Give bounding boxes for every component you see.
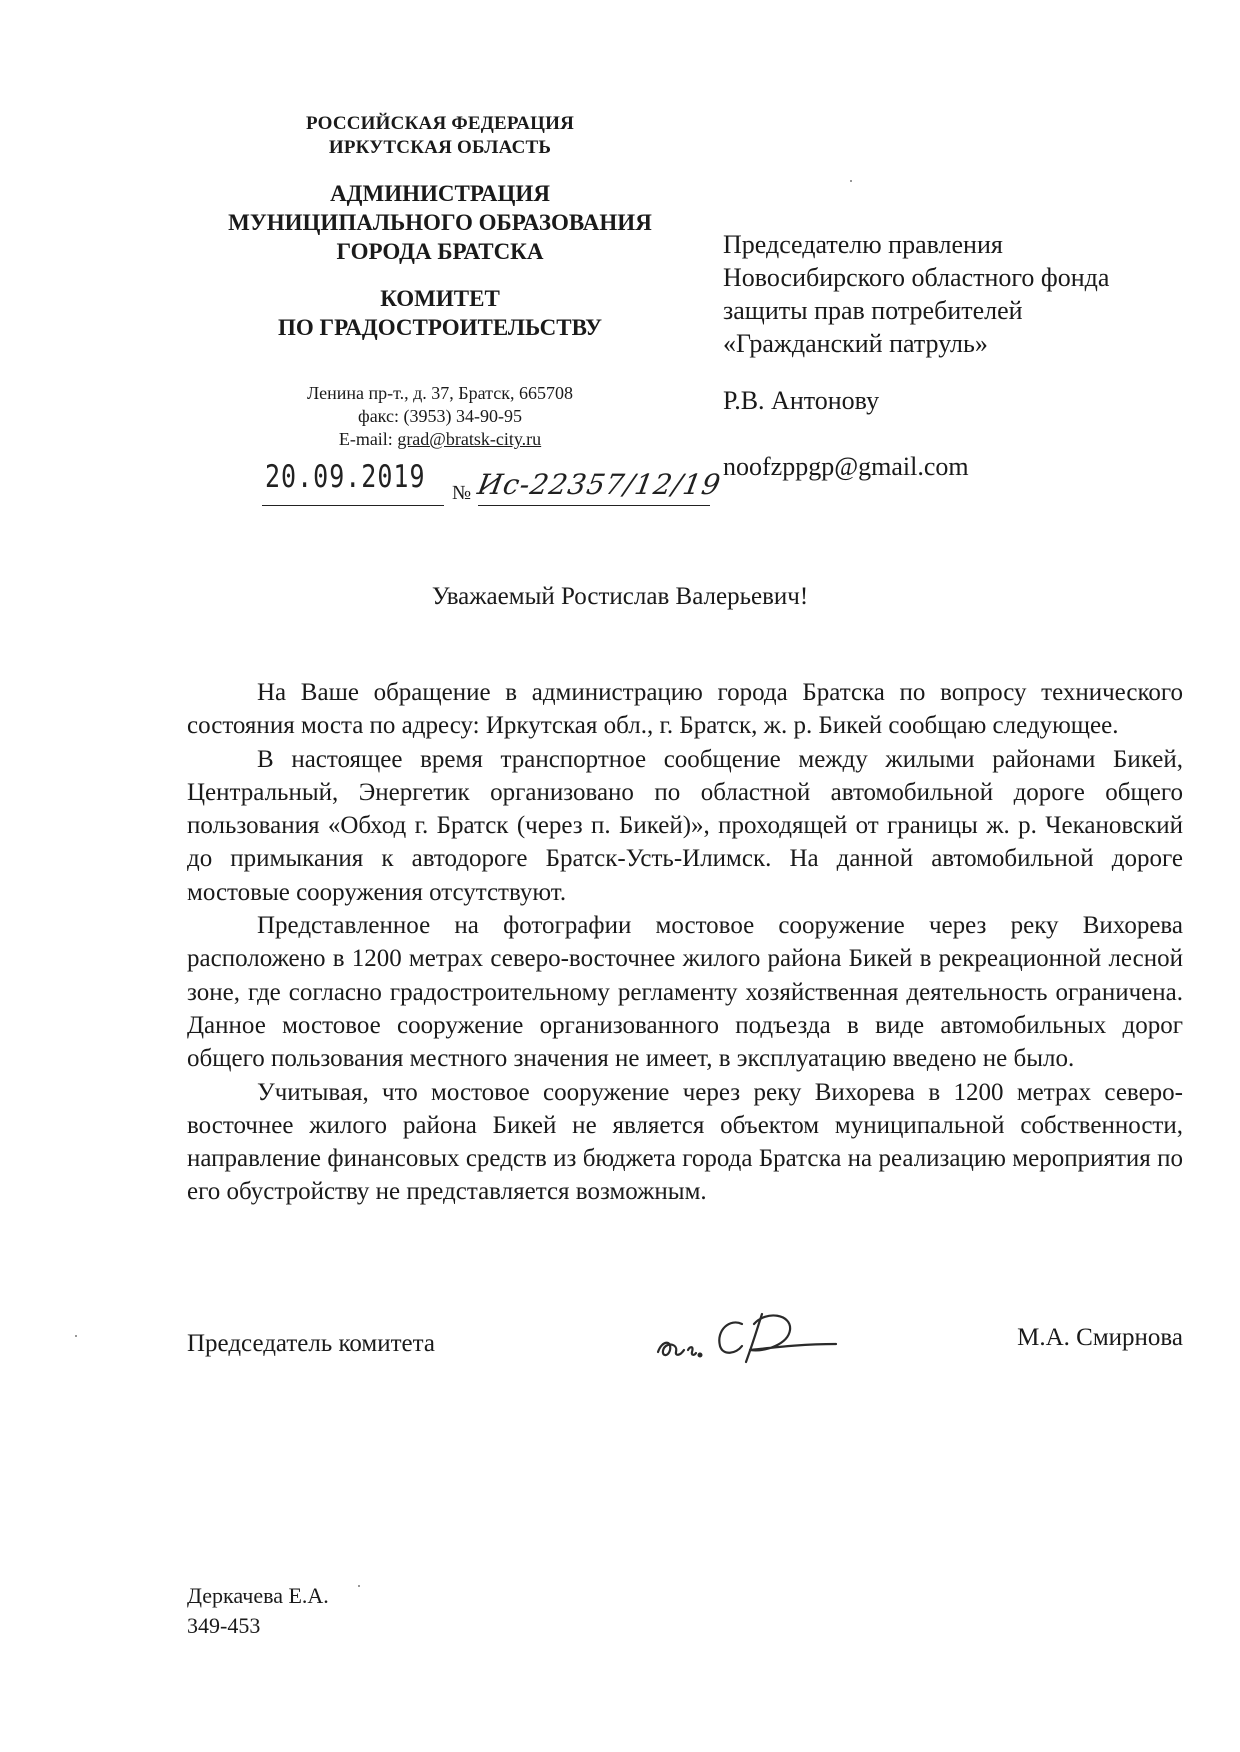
letterhead-country: РОССИЙСКАЯ ФЕДЕРАЦИЯ bbox=[305, 113, 575, 134]
addressee-name: Р.В. Антонову bbox=[723, 386, 880, 415]
letterhead-email-link[interactable]: grad@bratsk-city.ru bbox=[397, 429, 542, 449]
letterhead-committee-line: ПО ГРАДОСТРОИТЕЛЬСТВУ bbox=[278, 315, 602, 340]
addressee-line: Новосибирского областного фонда bbox=[723, 263, 1110, 292]
handwritten-signature bbox=[650, 1300, 850, 1370]
scan-speck bbox=[850, 180, 852, 182]
letterhead-admin-line: АДМИНИСТРАЦИЯ bbox=[330, 181, 550, 206]
registration-number-label: № bbox=[452, 482, 472, 504]
scan-speck bbox=[358, 1585, 360, 1587]
body-paragraph: Учитывая, что мостовое сооружение через реку Вихорева в 1200 метрах северо-восточнее жилого района Бикей не является объектом муниципальной собственности, направление финансовых средств из бюджета города Братска на реализацию мероприятия по его обустройству не представляется возможным. bbox=[187, 1078, 1183, 1206]
letterhead-contacts bbox=[190, 382, 690, 451]
executor-phone: 349-453 bbox=[187, 1613, 261, 1638]
addressee-line: «Гражданский патруль» bbox=[723, 329, 988, 358]
letterhead-administration bbox=[190, 179, 690, 266]
registration-number-handwritten: Ис-22357/12/19 bbox=[475, 468, 724, 501]
registration-date-underline bbox=[262, 505, 444, 506]
letterhead-address: Ленина пр-т., д. 37, Братск, 665708 bbox=[307, 383, 573, 403]
scan-speck bbox=[75, 1335, 77, 1337]
addressee-line: защиты прав потребителей bbox=[723, 296, 1023, 325]
letterhead-committee bbox=[190, 284, 690, 342]
letterhead-email-row bbox=[190, 428, 690, 451]
letter-body bbox=[187, 676, 1183, 1209]
body-paragraph: На Ваше обращение в администрацию города Братска по вопросу технического состояния моста по адресу: Иркутская обл., г. Братск, ж. р. Бикей сообщаю следующее. bbox=[187, 679, 1183, 740]
addressee-line: Председателю правления bbox=[723, 230, 1003, 259]
signatory-position: Председатель комитета bbox=[187, 1330, 435, 1357]
letterhead-region: ИРКУТСКАЯ ОБЛАСТЬ bbox=[328, 137, 552, 158]
letterhead-committee-line: КОМИТЕТ bbox=[380, 286, 500, 311]
letterhead-fax: факс: (3953) 34-90-95 bbox=[358, 406, 522, 426]
signatory-name: М.А. Смирнова bbox=[1017, 1324, 1183, 1351]
salutation: Уважаемый Ростислав Валерьевич! bbox=[431, 583, 809, 610]
executor-name: Деркачева Е.А. bbox=[187, 1583, 329, 1608]
executor-block bbox=[187, 1581, 329, 1641]
letterhead-admin-line: МУНИЦИПАЛЬНОГО ОБРАЗОВАНИЯ bbox=[228, 210, 652, 235]
registration-date-stamp: 20.09.2019 bbox=[265, 458, 426, 495]
body-paragraph: В настоящее время транспортное сообщение между жилыми районами Бикей, Центральный, Энергетик организовано по областной автомобильной дороге общего пользования «Обход г. Братск (через п. Бикей)», проходящей от границы ж. р. Чекановский до примыкания к автодороге Братск-Усть-Илимск. На данной автомобильной дороге мостовые сооружения отсутствуют. bbox=[187, 745, 1183, 906]
letterhead bbox=[190, 112, 690, 342]
registration-number-underline bbox=[478, 505, 710, 506]
letterhead-admin-line: ГОРОДА БРАТСКА bbox=[336, 239, 544, 264]
letterhead-email-label: E-mail: bbox=[338, 429, 398, 449]
addressee-email: noofzppgp@gmail.com bbox=[723, 452, 969, 481]
body-paragraph: Представленное на фотографии мостовое сооружение через реку Вихорева расположено в 1200 метрах северо-восточнее жилого района Бикей в рекреационной лесной зоне, где согласно градостроительному регламенту хозяйственная деятельность ограничена. Данное мостовое сооружение организованного подъезда в виде автомобильных дорог общего пользования местного значения не имеет, в эксплуатацию введено не было. bbox=[187, 912, 1183, 1073]
addressee-block bbox=[723, 228, 1223, 483]
